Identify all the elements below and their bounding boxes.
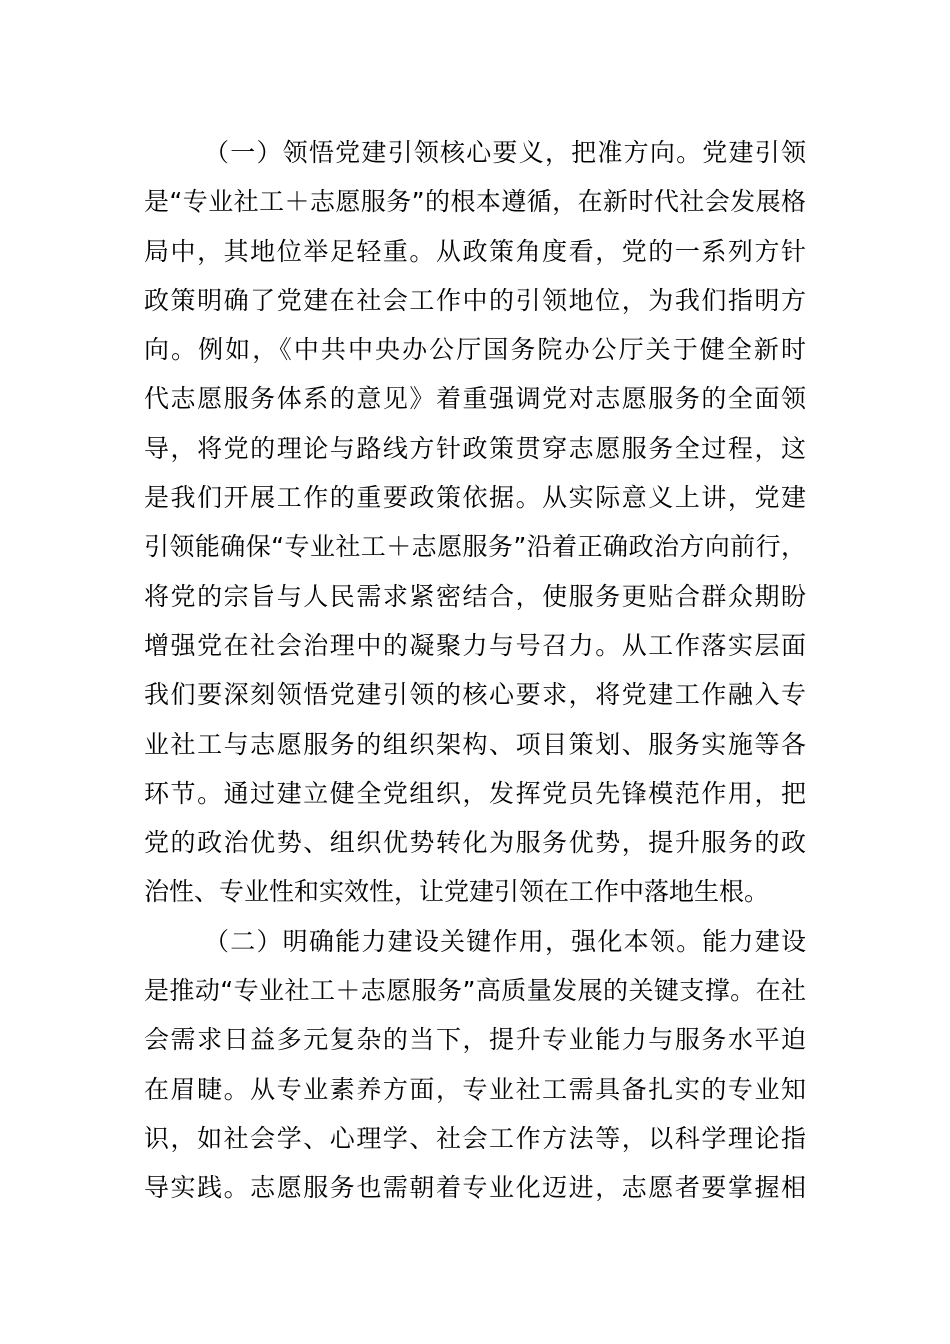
paragraph-2-line-6: 导实践。志愿服务也需朝着专业化迈进，志愿者要掌握相 [144,1173,806,1203]
paragraph-1-line-13: 业社工与志愿服务的组织架构、项目策划、服务实施等各 [144,729,806,759]
paragraph-2-line-5: 识，如社会学、心理学、社会工作方法等，以科学理论指 [144,1123,806,1153]
paragraph-1 [144,128,806,917]
paragraph-1-line-14: 环节。通过建立健全党组织，发挥党员先锋模范作用，把 [144,778,806,808]
paragraph-1-line-5: 向。例如，《中共中央办公厅国务院办公厅关于健全新时 [144,335,806,365]
paragraph-1-line-16: 治性、专业性和实效性，让党建引领在工作中落地生根。 [144,877,770,907]
paragraph-1-line-2: 是“专业社工＋志愿服务”的根本遵循，在新时代社会发展格 [144,187,806,217]
paragraph-1-line-12: 我们要深刻领悟党建引领的核心要求，将党建工作融入专 [144,680,806,710]
paragraph-2 [144,917,806,1213]
paragraph-1-line-6: 代志愿服务体系的意见》着重强调党对志愿服务的全面领 [144,384,806,414]
paragraph-1-line-11: 增强党在社会治理中的凝聚力与号召力。从工作落实层面 [144,630,806,660]
paragraph-2-line-2: 是推动“专业社工＋志愿服务”高质量发展的关键支撑。在社 [144,976,806,1006]
paragraph-1-line-8: 是我们开展工作的重要政策依据。从实际意义上讲，党建 [144,483,806,513]
paragraph-1-line-4: 政策明确了党建在社会工作中的引领地位，为我们指明方 [144,285,806,315]
paragraph-1-line-7: 导，将党的理论与路线方针政策贯穿志愿服务全过程，这 [144,433,806,463]
paragraph-2-line-3: 会需求日益多元复杂的当下，提升专业能力与服务水平迫 [144,1025,806,1055]
paragraph-1-line-9: 引领能确保“专业社工＋志愿服务”沿着正确政治方向前行， [144,532,806,562]
paragraph-1-line-15: 党的政治优势、组织优势转化为服务优势，提升服务的政 [144,828,806,858]
paragraph-2-line-1: （二）明确能力建设关键作用，强化本领。能力建设 [204,926,806,956]
paragraph-1-line-1: （一）领悟党建引领核心要义，把准方向。党建引领 [204,138,806,167]
document-body [144,128,806,1213]
paragraph-1-line-10: 将党的宗旨与人民需求紧密结合，使服务更贴合群众期盼 [144,581,806,611]
paragraph-1-line-3: 局中，其地位举足轻重。从政策角度看，党的一系列方针 [144,236,806,266]
paragraph-2-line-4: 在眉睫。从专业素养方面，专业社工需具备扎实的专业知 [144,1074,806,1104]
